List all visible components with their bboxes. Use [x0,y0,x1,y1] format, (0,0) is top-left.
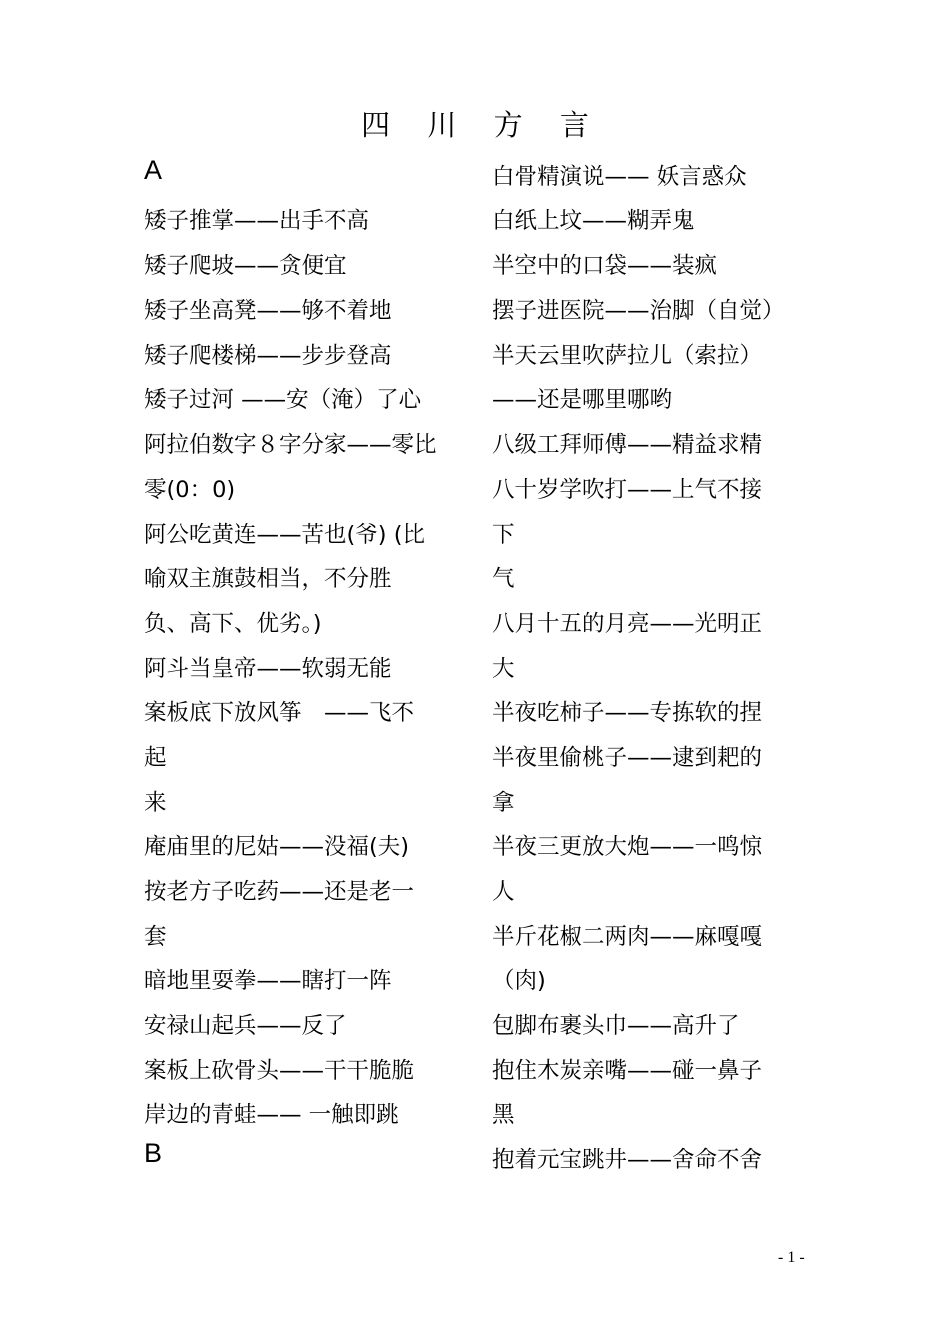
text-line: 案板底下放风筝 ——飞不 [144,700,415,726]
text-line: 半空中的口袋——装疯 [492,253,718,279]
text-line: 案板上砍骨头——干干脆脆 [144,1058,415,1084]
text-line: 矮子爬楼梯——步步登高 [144,343,392,369]
text-line: 起 [144,745,167,771]
text-line: 阿公吃黄连——苦也(爷) (比 [144,522,425,548]
text-line: 矮子过河 ——安（淹）了心 [144,387,422,413]
text-line: 黑 [492,1102,515,1128]
text-line: 下 [492,522,515,548]
text-line: 八级工拜师傅——精益求精 [492,432,763,458]
section-heading-b: B [144,1138,163,1168]
text-line: 抱着元宝跳井——舍命不舍 [492,1147,763,1173]
text-line: 半夜三更放大炮——一鸣惊 [492,834,763,860]
text-line: 岸边的青蛙—— 一触即跳 [144,1102,399,1128]
text-line: 阿斗当皇帝——软弱无能 [144,656,392,682]
text-line: 摆子进医院——治脚（自觉） [492,298,785,324]
section-heading-a: A [144,155,163,185]
text-line: 气 [492,566,515,592]
text-line: 矮子爬坡——贪便宜 [144,253,347,279]
page-number: - 1 - [778,1249,805,1266]
text-line: 白骨精演说—— 妖言惑众 [492,164,747,190]
text-line: 庵庙里的尼姑——没福(夫) [144,834,410,860]
text-line: 喻双主旗鼓相当，不分胜 [144,566,392,592]
text-line: 安禄山起兵——反了 [144,1013,347,1039]
text-line: （肉) [492,968,546,994]
text-line: 按老方子吃药——还是老一 [144,879,415,905]
text-line: 八十岁学吹打——上气不接 [492,477,763,503]
text-line: 矮子推掌——出手不高 [144,208,370,234]
text-line: 包脚布裹头巾——高升了 [492,1013,740,1039]
text-line: 半夜里偷桃子——逮到耙的 [492,745,763,771]
page-title: 四 川 方 言 [361,108,603,142]
text-line: 白纸上坟——糊弄鬼 [492,208,695,234]
text-line: 来 [144,790,167,816]
text-line: 零(0：0) [144,477,236,503]
text-line: 半夜吃柿子——专拣软的捏 [492,700,763,726]
text-line: 八月十五的月亮——光明正 [492,611,763,637]
text-line: 大 [492,656,515,682]
text-line: 抱住木炭亲嘴——碰一鼻子 [492,1058,763,1084]
text-line: ——还是哪里哪哟 [492,387,673,413]
text-line: 半天云里吹萨拉儿（索拉） [492,343,763,369]
text-line: 半斤花椒二两肉——麻嘎嘎 [492,924,763,950]
text-line: 套 [144,924,167,950]
text-line: 负、高下、优劣。) [144,611,322,637]
text-line: 暗地里耍拳——瞎打一阵 [144,968,392,994]
text-line: 阿拉伯数字８字分家——零比 [144,432,437,458]
text-line: 人 [492,879,515,905]
text-line: 拿 [492,790,515,816]
text-line: 矮子坐高凳——够不着地 [144,298,392,324]
